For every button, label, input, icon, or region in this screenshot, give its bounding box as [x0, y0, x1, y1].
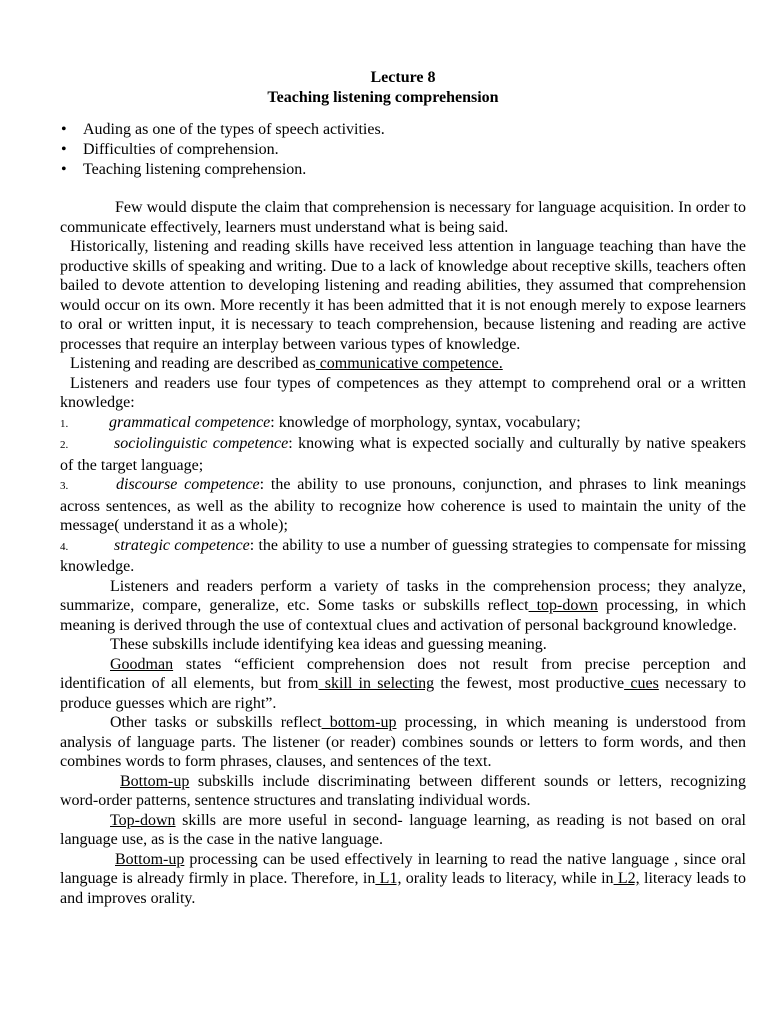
- lecture-title: Teaching listening comprehension: [267, 89, 499, 106]
- term: strategic competence: [114, 536, 250, 554]
- text: subskills include discriminating between different sounds or letters, recognizing word-order patterns, sentence structures and translating individual words.: [60, 772, 746, 809]
- term-l2: L2,: [613, 870, 640, 887]
- description: : the ability to use pronouns, conjunction, and phrases to link meanings across sentences, as well as the ability to recognize how coherence is used to maintain the unity of the message( understand it as a whole);: [60, 476, 747, 534]
- description: : knowledge of morphology, syntax, vocabulary;: [270, 413, 581, 431]
- text: processing, in which meaning is derived through the use of contextual clues and activation of personal background knowledge.: [60, 597, 747, 634]
- text: processing can be used effectively in learning to read the native language , since oral language is already firmly in place. Therefore, in: [60, 850, 746, 887]
- description: : the ability to use a number of guessing strategies to compensate for missing knowledge.: [60, 536, 746, 575]
- term-bottom-up: bottom-up: [321, 714, 397, 731]
- outline-item: • Teaching listening comprehension.: [60, 160, 746, 180]
- term-top-down: Top-down: [110, 811, 176, 829]
- term: grammatical competence: [109, 413, 271, 431]
- competence-item-4: 4. strategic competence: the ability to use a number of guessing strategies to compensate for missing knowledge.: [60, 536, 746, 575]
- text: processing, in which meaning is understood from analysis of language parts. The listener (or reader) combines sounds or letters to form words, and then combines words to form phrases, clauses, and sentences of the text.: [60, 714, 747, 770]
- competence-item-1: 1. grammatical competence: knowledge of morphology, syntax, vocabulary;: [60, 413, 581, 431]
- text: orality leads to literacy, while in: [401, 870, 614, 887]
- term-cues: cues: [624, 675, 659, 692]
- term-bottom-up: Bottom-up: [120, 772, 190, 790]
- description: : knowing what is expected socially and culturally by native speakers of the target language;: [60, 435, 746, 474]
- competence-item-3: 3. discourse competence: the ability to use pronouns, conjunction, and phrases to link meanings across sentences, as well as the ability to recognize how coherence is used to maintain the unity of the message( understand it as a whole);: [60, 476, 747, 534]
- paragraph-top-down-skills: [60, 811, 746, 850]
- paragraph-subskills: These subskills include identifying kea ideas and guessing meaning.: [110, 636, 547, 653]
- term: discourse competence: [116, 476, 260, 493]
- text: necessary to produce guesses which are right”.: [60, 675, 747, 712]
- outline-list: [60, 120, 746, 180]
- text: literacy leads to and improves orality.: [60, 870, 746, 907]
- paragraph-four-types: Listeners and readers use four types of competences as they attempt to comprehend oral or a written knowledge:: [60, 374, 746, 411]
- paragraph-bottom-up: [60, 713, 746, 772]
- paragraph-l1-l2: [60, 850, 746, 909]
- paragraph-top-down: [60, 577, 746, 636]
- term-skill-in-selecting: skill in selecting: [318, 675, 435, 692]
- text: Listeners and readers perform a variety of tasks in the comprehension process; they analyze, summarize, compare, generalize, etc. Some tasks or subskills reflect: [60, 577, 746, 614]
- lecture-number: Lecture 8: [370, 69, 436, 86]
- term-top-down: top-down: [528, 597, 598, 614]
- text: the fewest, most productive: [434, 675, 625, 692]
- term-communicative-competence: communicative competence.: [315, 355, 503, 372]
- competence-item-2: 2. sociolinguistic competence: knowing what is expected socially and culturally by native speakers of the target language;: [60, 435, 746, 474]
- outline-item: • Difficulties of comprehension.: [60, 140, 746, 160]
- text: skills are more useful in second- language learning, as reading is not based on oral language use, as is the case in the native language.: [60, 811, 746, 848]
- paragraph-competence: [60, 354, 746, 374]
- term-bottom-up: Bottom-up: [115, 850, 185, 868]
- outline-item: • Auding as one of the types of speech activities.: [60, 120, 746, 140]
- paragraph-history: Historically, listening and reading skills have received less attention in language teaching than have the productive skills of speaking and writing. Due to a lack of knowledge about receptive skills, teachers often bailed to devote attention to developing listening and reading abilities, they assumed that comprehension would occur on its own. More recently it has been admitted that it is not enough merely to expose learners to oral or written input, it is necessary to teach comprehension, because listening and reading are active processes that require an interplay between various types of knowledge.: [60, 238, 746, 353]
- text: states “efficient comprehension does not result from precise perception and identification of all elements, but from: [60, 655, 746, 692]
- paragraph-intro: Few would dispute the claim that comprehension is necessary for language acquisition. In order to communicate effectively, learners must understand what is being said.: [60, 199, 746, 236]
- document-page: [60, 68, 746, 908]
- paragraph-bottom-up-subskills: [60, 772, 746, 811]
- text: Listening and reading are described as: [70, 355, 316, 372]
- text: Other tasks or subskills reflect: [110, 714, 322, 731]
- term-goodman: Goodman: [110, 655, 174, 673]
- paragraph-goodman: [60, 655, 746, 714]
- term: sociolinguistic competence: [114, 435, 289, 452]
- term-l1: L1,: [375, 870, 402, 887]
